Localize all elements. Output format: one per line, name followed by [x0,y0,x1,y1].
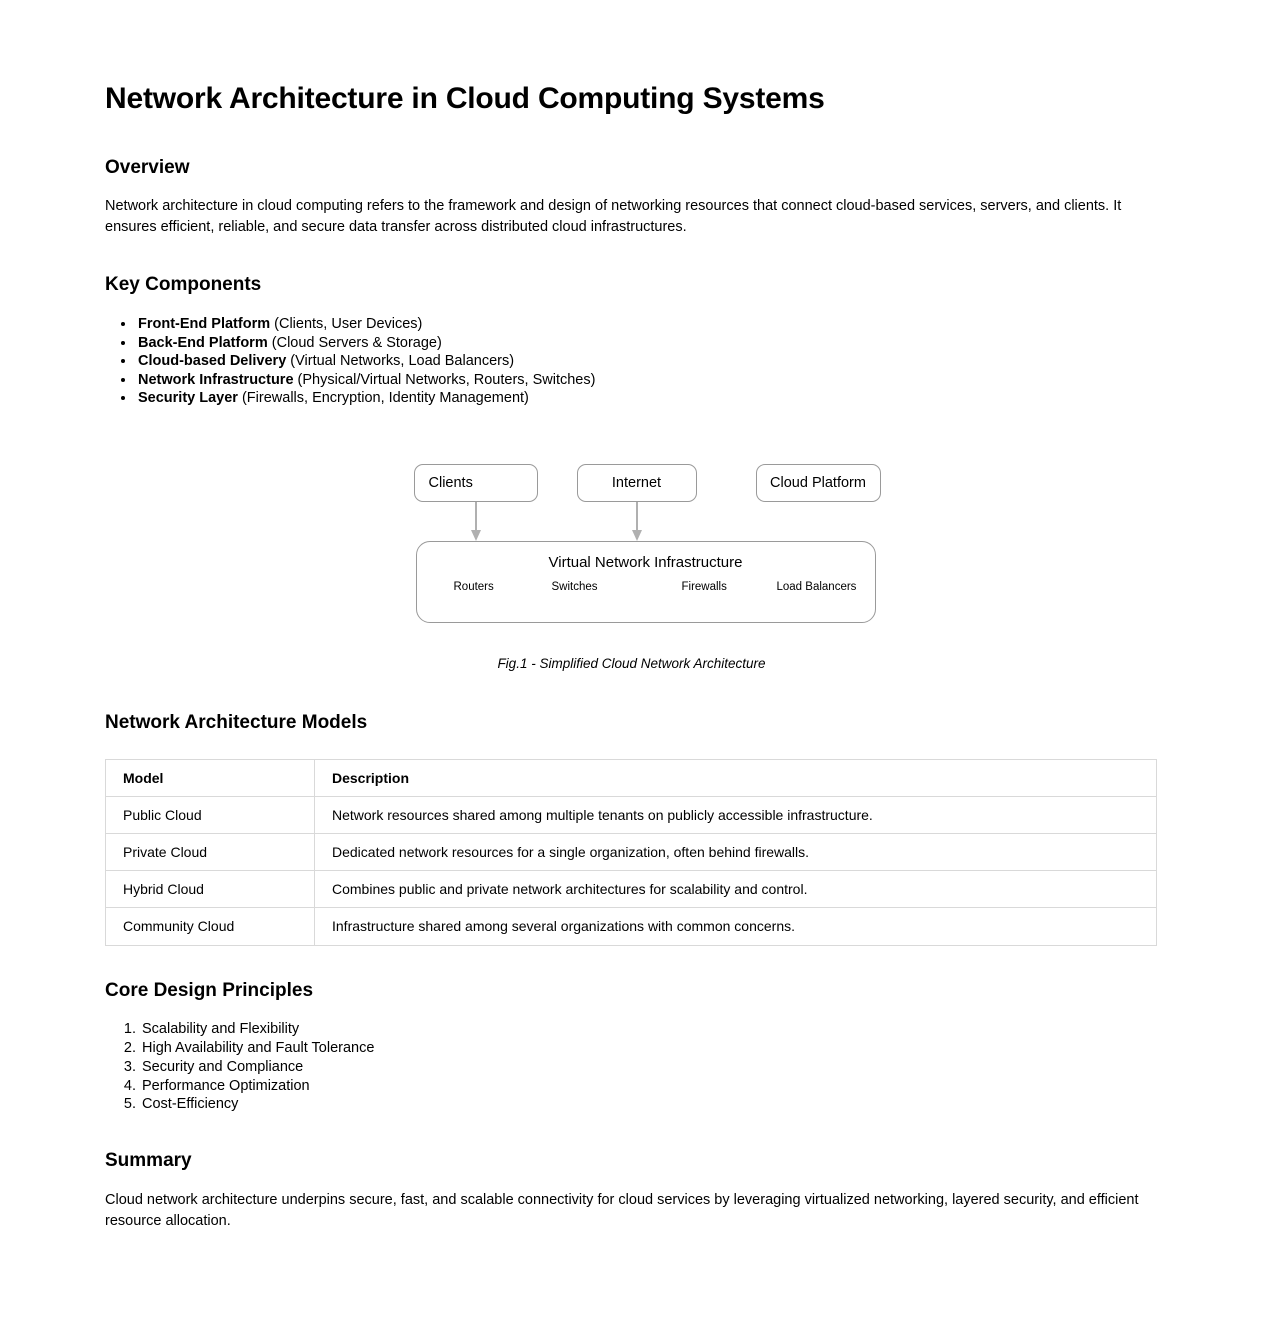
cell-model: Community Cloud [106,908,315,945]
infrastructure-item: Switches [551,580,598,593]
infrastructure-item: Routers [453,580,494,593]
cell-description: Dedicated network resources for a single organization, often behind firewalls. [315,834,1157,871]
key-component-detail: (Clients, User Devices) [270,316,423,333]
cell-model: Private Cloud [106,834,315,871]
list-item [136,334,1158,353]
key-component-detail: (Physical/Virtual Networks, Routers, Switches) [293,371,596,388]
section-heading-principles: Core Design Principles [105,979,314,1001]
table-header-row [106,759,1157,796]
list-item: 4. Performance Optimization [140,1077,1158,1096]
cell-description: Network resources shared among multiple tenants on publicly accessible infrastructure. [315,796,1157,833]
table-row [106,834,1157,871]
diagram-node-clients [414,464,538,502]
section-heading-models: Network Architecture Models [105,711,368,733]
diagram-node-internet [577,464,697,502]
cell-description: Infrastructure shared among several organizations with common concerns. [315,908,1157,945]
table-row [106,796,1157,833]
table-row [106,908,1157,945]
diagram-node-cloud-platform [756,464,881,502]
cell-description: Combines public and private network architectures for scalability and control. [315,871,1157,908]
figure-caption: Fig.1 - Simplified Cloud Network Architecture [497,655,766,671]
key-component-detail: (Firewalls, Encryption, Identity Management) [237,390,529,407]
table-row [106,871,1157,908]
list-item [136,352,1158,371]
architecture-diagram [414,456,884,626]
column-header-description: Description [315,759,1157,796]
key-component-term: Network Infrastructure [138,371,294,388]
diagram-node-virtual-network-infrastructure [416,541,876,623]
infrastructure-components [417,581,875,607]
diagram-node-label: Internet [611,474,662,491]
design-principles-list [105,1002,1158,1114]
architecture-figure [105,456,1158,676]
arrow-down-icon [631,502,643,542]
overview-paragraph: Network architecture in cloud computing refers to the framework and design of networking resources that connect cloud-based services, servers, and clients. It ensures efficient, reliable, and secure data transfer across distributed cloud infrastructures. [105,198,1122,236]
list-item: 2. High Availability and Fault Tolerance [140,1039,1158,1058]
key-component-detail: (Virtual Networks, Load Balancers) [286,353,515,370]
key-component-term: Back-End Platform [138,334,268,351]
section-heading-overview: Overview [105,156,190,178]
list-item [136,315,1158,334]
infrastructure-item: Firewalls [681,580,727,593]
cell-model: Hybrid Cloud [106,871,315,908]
infrastructure-item: Load Balancers [776,580,857,593]
diagram-node-label: Clients [428,474,473,491]
list-item: 1. Scalability and Flexibility [140,1020,1158,1039]
summary-paragraph: Cloud network architecture underpins secure, fast, and scalable connectivity for cloud services by leveraging virtualized networking, layered security, and efficient resource allocation. [105,1191,1139,1229]
diagram-node-label: Cloud Platform [770,474,866,491]
network-models-table [105,759,1157,946]
column-header-model: Model [106,759,315,796]
key-component-term: Security Layer [138,390,238,407]
key-component-detail: (Cloud Servers & Storage) [267,334,442,351]
list-item: 5. Cost-Efficiency [140,1095,1158,1114]
list-item: 3. Security and Compliance [140,1058,1158,1077]
section-heading-key-components: Key Components [105,274,262,296]
arrow-down-icon [470,502,482,542]
section-heading-summary: Summary [105,1149,192,1171]
list-item [136,371,1158,390]
key-component-term: Cloud-based Delivery [138,353,287,370]
cell-model: Public Cloud [106,796,315,833]
page-title: Network Architecture in Cloud Computing Systems [105,82,825,115]
list-item [136,389,1158,408]
diagram-node-label: Virtual Network Infrastructure [548,553,743,571]
key-components-list [105,297,1158,408]
key-component-term: Front-End Platform [138,316,271,333]
